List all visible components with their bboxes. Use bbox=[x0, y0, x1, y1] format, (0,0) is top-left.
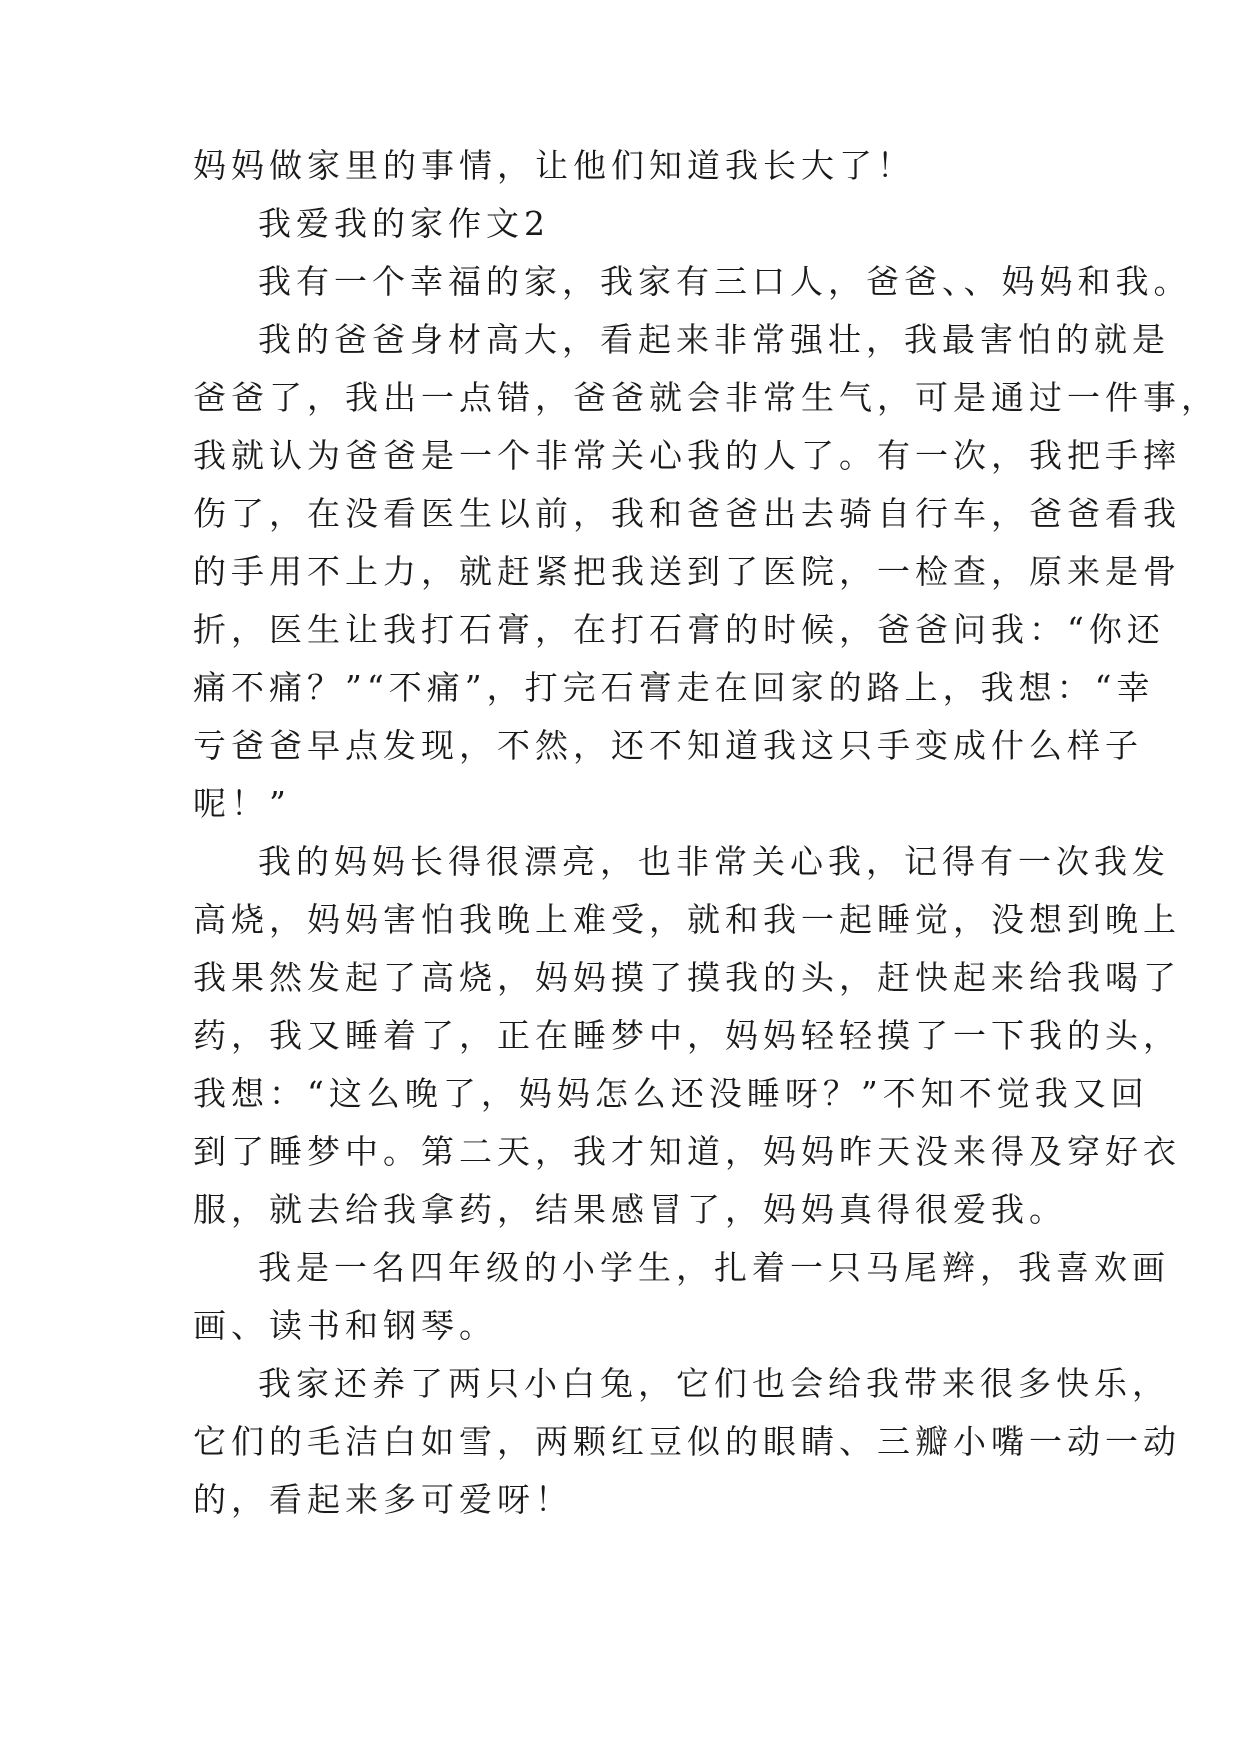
text-line: 痛不痛？”“不痛”，打完石膏走在回家的路上，我想：“幸 bbox=[193, 668, 1155, 707]
text-line: 药，我又睡着了，正在睡梦中，妈妈轻轻摸了一下我的头， bbox=[193, 1016, 1181, 1055]
text-line: 到了睡梦中。第二天，我才知道，妈妈昨天没来得及穿好衣 bbox=[193, 1132, 1181, 1171]
text-line: 我家还养了两只小白兔，它们也会给我带来很多快乐， bbox=[258, 1364, 1170, 1403]
text-line: 的手用不上力，就赶紧把我送到了医院，一检查，原来是骨 bbox=[193, 552, 1181, 591]
text-line: 妈妈做家里的事情，让他们知道我长大了！ bbox=[193, 146, 915, 185]
text-line: 它们的毛洁白如雪，两颗红豆似的眼睛、三瓣小嘴一动一动 bbox=[193, 1422, 1181, 1461]
text-line: 我的爸爸身材高大，看起来非常强壮，我最害怕的就是 bbox=[258, 320, 1170, 359]
text-line: 高烧，妈妈害怕我晚上难受，就和我一起睡觉，没想到晚上 bbox=[193, 900, 1181, 939]
text-line: 爸爸了，我出一点错，爸爸就会非常生气，可是通过一件事， bbox=[193, 378, 1219, 417]
text-line: 画、读书和钢琴。 bbox=[193, 1306, 497, 1345]
text-line: 我想：“这么晚了，妈妈怎么还没睡呀？”不知不觉我又回 bbox=[193, 1074, 1149, 1113]
text-line: 我有一个幸福的家，我家有三口人，爸爸、、妈妈和我。 bbox=[258, 262, 1192, 301]
text-line: 伤了，在没看医生以前，我和爸爸出去骑自行车，爸爸看我 bbox=[193, 494, 1181, 533]
text-line: 我果然发起了高烧，妈妈摸了摸我的头，赶快起来给我喝了 bbox=[193, 958, 1181, 997]
text-line: 呢！” bbox=[193, 784, 291, 823]
text-line: 我的妈妈长得很漂亮，也非常关心我，记得有一次我发 bbox=[258, 842, 1170, 881]
text-line: 服，就去给我拿药，结果感冒了，妈妈真得很爱我。 bbox=[193, 1190, 1067, 1229]
text-line: 的，看起来多可爱呀！ bbox=[193, 1480, 573, 1519]
text-line: 亏爸爸早点发现，不然，还不知道我这只手变成什么样子 bbox=[193, 726, 1143, 765]
text-line: 我就认为爸爸是一个非常关心我的人了。有一次，我把手摔 bbox=[193, 436, 1181, 475]
text-line: 折，医生让我打石膏，在打石膏的时候，爸爸问我：“你还 bbox=[193, 610, 1165, 649]
text-line: 我是一名四年级的小学生，扎着一只马尾辫，我喜欢画 bbox=[258, 1248, 1170, 1287]
section-title: 我爱我的家作文2 bbox=[258, 204, 550, 243]
